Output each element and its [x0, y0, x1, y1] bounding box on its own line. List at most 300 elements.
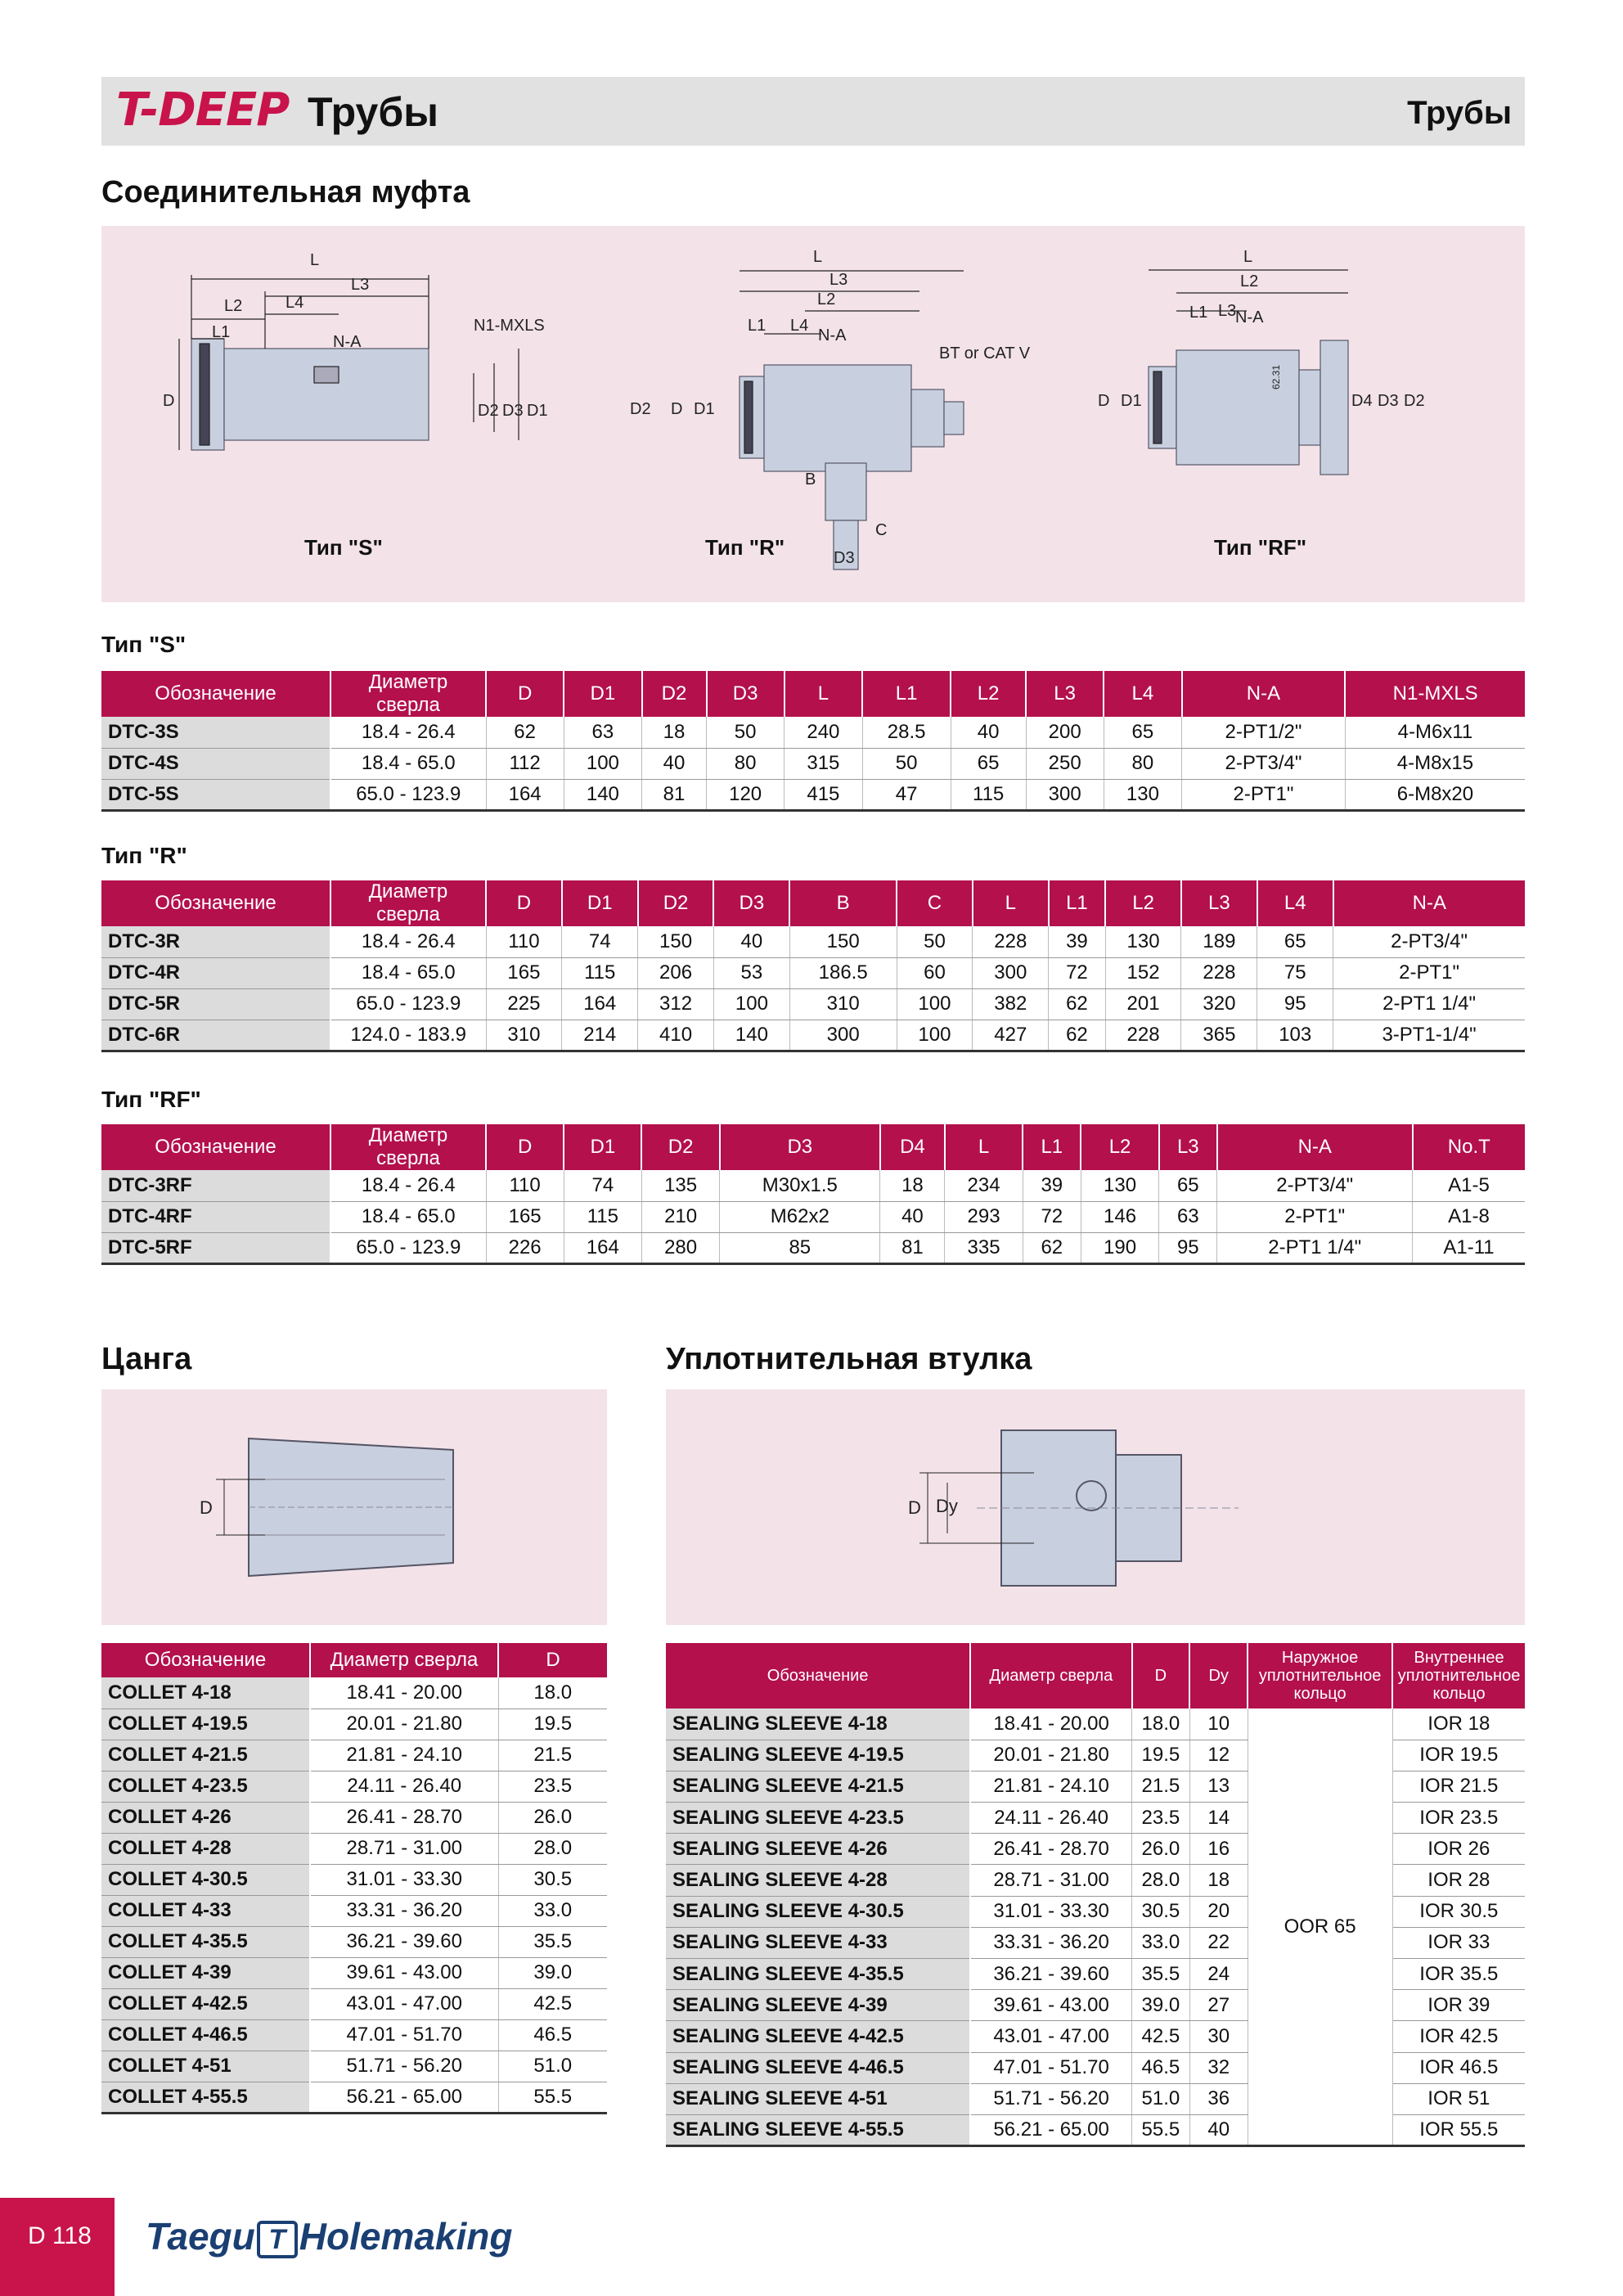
table-cell: 2-PT1"	[1217, 1201, 1413, 1232]
column-header: L3	[1181, 880, 1257, 926]
table-cell: 65	[1257, 926, 1333, 957]
column-header: L1	[1023, 1124, 1081, 1170]
table-cell: 2-PT1 1/4"	[1333, 988, 1525, 1020]
table-row	[101, 1232, 1525, 1263]
dim-d2: D2	[478, 402, 499, 420]
table-row	[666, 1927, 1525, 1958]
column-header: D	[486, 880, 562, 926]
table-cell: 18	[1189, 1865, 1248, 1896]
type-s-label: Тип "S"	[304, 535, 383, 560]
table-row	[666, 2052, 1525, 2083]
table-cell: DTC-5R	[101, 988, 330, 1020]
table-cell: 140	[713, 1020, 789, 1051]
column-header: D1	[564, 671, 641, 717]
column-header: L3	[1026, 671, 1104, 717]
type-r-drawing	[740, 271, 964, 569]
column-header: L	[785, 671, 862, 717]
table-cell: 152	[1105, 957, 1181, 988]
table-row	[666, 1990, 1525, 2021]
table-cell: 206	[638, 957, 714, 988]
column-header: L	[973, 880, 1049, 926]
table-row	[101, 1895, 607, 1926]
table-cell: 18.4 - 65.0	[330, 957, 486, 988]
type-rf-drawing	[1149, 270, 1348, 475]
column-header: D2	[638, 880, 714, 926]
svg-text:BT or CAT V: BT or CAT V	[939, 344, 1031, 362]
table-cell: 75	[1257, 957, 1333, 988]
table-cell: 56.21 - 65.00	[970, 2114, 1131, 2145]
table-cell: 18.4 - 26.4	[330, 717, 486, 748]
table-cell: 310	[486, 1020, 562, 1051]
table-cell: 85	[720, 1232, 880, 1263]
column-header: L1	[1049, 880, 1105, 926]
table-cell: IOR 21.5	[1392, 1771, 1525, 1802]
table-cell: 228	[1105, 1020, 1181, 1051]
table-row	[101, 2019, 607, 2051]
table-cell: 21.5	[1132, 1771, 1190, 1802]
table-cell: 18.4 - 65.0	[330, 1201, 486, 1232]
table-cell: 135	[641, 1170, 719, 1201]
table-cell: 214	[562, 1020, 638, 1051]
table-cell: 18.4 - 26.4	[330, 926, 486, 957]
table-cell: 62	[1023, 1232, 1081, 1263]
header-bar	[101, 77, 1525, 146]
sleeve-drawing	[666, 1389, 1525, 1625]
table-cell: 50	[897, 926, 973, 957]
table-cell: 47.01 - 51.70	[970, 2052, 1131, 2083]
table-cell: 60	[897, 957, 973, 988]
table-cell: SEALING SLEEVE 4-51	[666, 2083, 970, 2114]
table-row	[101, 2051, 607, 2082]
column-header: N-A	[1217, 1124, 1413, 1170]
table-row	[101, 748, 1525, 779]
table-cell: 63	[564, 717, 641, 748]
table-cell: 62	[1049, 988, 1105, 1020]
table-row	[101, 1957, 607, 1988]
svg-text:L3: L3	[1218, 302, 1237, 320]
table-cell: 51.0	[498, 2051, 607, 2082]
svg-text:D3: D3	[1378, 392, 1399, 410]
sleeve-title: Уплотнительная втулка	[666, 1342, 1032, 1376]
table-cell: 50	[707, 717, 785, 748]
table-cell: 186.5	[789, 957, 897, 988]
table-cell: 72	[1023, 1201, 1081, 1232]
table-cell: 2-PT3/4"	[1333, 926, 1525, 957]
dim-l: L	[310, 251, 320, 269]
column-header: L2	[1081, 1124, 1158, 1170]
table-cell: 63	[1159, 1201, 1217, 1232]
table-row	[666, 1959, 1525, 1990]
table-row	[666, 1834, 1525, 1865]
dim-d3: D3	[502, 402, 524, 420]
table-row	[666, 2083, 1525, 2114]
svg-text:L3: L3	[829, 271, 848, 289]
table-cell: 2-PT3/4"	[1182, 748, 1346, 779]
svg-text:D: D	[671, 400, 683, 418]
table-cell: SEALING SLEEVE 4-26	[666, 1834, 970, 1865]
table-cell: DTC-4R	[101, 957, 330, 988]
column-header: Диаметр сверла	[330, 1124, 486, 1170]
table-cell: 20.01 - 21.80	[970, 1740, 1131, 1771]
coupling-drawing-panel	[101, 226, 1525, 602]
table-cell: 300	[789, 1020, 897, 1051]
table-cell: 2-PT3/4"	[1217, 1170, 1413, 1201]
table-cell: 65	[1104, 717, 1181, 748]
column-header: Обозначение	[101, 1124, 330, 1170]
table-cell: 53	[713, 957, 789, 988]
table-cell: 43.01 - 47.00	[310, 1988, 498, 2019]
column-header: Наружное уплотнительное кольцо	[1248, 1643, 1392, 1708]
table-cell: DTC-4S	[101, 748, 330, 779]
table-cell: 18.4 - 65.0	[330, 748, 486, 779]
table-row	[666, 2021, 1525, 2052]
table-cell: DTC-3RF	[101, 1170, 330, 1201]
table-cell: 2-PT1"	[1182, 779, 1346, 810]
table-cell: 65.0 - 123.9	[330, 1232, 486, 1263]
table-header-row	[101, 671, 1525, 717]
column-header: B	[789, 880, 897, 926]
table-cell: 225	[486, 988, 562, 1020]
table-cell: 410	[638, 1020, 714, 1051]
column-header: No.T	[1413, 1124, 1525, 1170]
table-row	[666, 1771, 1525, 1802]
table-cell: 130	[1081, 1170, 1158, 1201]
table-cell: 18	[642, 717, 707, 748]
sleeve-table	[666, 1643, 1525, 2147]
table-cell: A1-5	[1413, 1170, 1525, 1201]
table-cell: 315	[785, 748, 862, 779]
table-cell: 23.5	[1132, 1803, 1190, 1834]
svg-text:N-A: N-A	[1235, 308, 1264, 326]
column-header: D	[498, 1643, 607, 1677]
table-cell: IOR 18	[1392, 1708, 1525, 1740]
table-cell: COLLET 4-18	[101, 1677, 310, 1708]
svg-text:L1: L1	[1189, 304, 1208, 322]
table-cell: 33.0	[498, 1895, 607, 1926]
table-cell: IOR 28	[1392, 1865, 1525, 1896]
table-cell: 24.11 - 26.40	[970, 1803, 1131, 1834]
table-cell: DTC-3S	[101, 717, 330, 748]
column-header: Обозначение	[666, 1643, 970, 1708]
table-row	[101, 957, 1525, 988]
svg-text:62.31: 62.31	[1270, 364, 1282, 389]
type-rf-title: Тип "RF"	[101, 1087, 201, 1112]
table-cell: 65	[951, 748, 1026, 779]
table-cell: 43.01 - 47.00	[970, 2021, 1131, 2052]
table-cell: 115	[951, 779, 1026, 810]
footer-brand-logo: Taegu T Holemaking	[146, 2215, 513, 2258]
table-cell: 39.0	[1132, 1990, 1190, 2021]
table-cell: 42.5	[1132, 2021, 1190, 2052]
table-cell: 14	[1189, 1803, 1248, 1834]
table-header-row	[101, 880, 1525, 926]
table-cell: 35.5	[498, 1926, 607, 1957]
table-cell: 150	[789, 926, 897, 957]
table-cell: 110	[486, 1170, 564, 1201]
svg-text:B: B	[805, 470, 816, 488]
table-row	[666, 1708, 1525, 1740]
table-cell: 80	[707, 748, 785, 779]
table-cell: 226	[486, 1232, 564, 1263]
table-cell: 36	[1189, 2083, 1248, 2114]
table-cell: 40	[951, 717, 1026, 748]
page-number-badge: D 118	[0, 2198, 115, 2296]
column-header: N1-MXLS	[1345, 671, 1525, 717]
table-cell: 22	[1189, 1927, 1248, 1958]
table-cell: 31.01 - 33.30	[310, 1864, 498, 1895]
table-row	[101, 1677, 607, 1708]
table-cell: 39.61 - 43.00	[970, 1990, 1131, 2021]
table-cell: 115	[562, 957, 638, 988]
table-cell: SEALING SLEEVE 4-19.5	[666, 1740, 970, 1771]
table-cell: 33.31 - 36.20	[970, 1927, 1131, 1958]
svg-text:D3: D3	[834, 549, 855, 567]
table-cell: 150	[638, 926, 714, 957]
table-cell: A1-11	[1413, 1232, 1525, 1263]
table-row	[101, 1201, 1525, 1232]
table-header-row	[101, 1643, 607, 1677]
table-cell: 28.0	[1132, 1865, 1190, 1896]
table-cell: COLLET 4-30.5	[101, 1864, 310, 1895]
table-cell: 47	[862, 779, 951, 810]
column-header: D1	[564, 1124, 641, 1170]
table-cell: 190	[1081, 1232, 1158, 1263]
table-cell: IOR 30.5	[1392, 1896, 1525, 1927]
table-row	[101, 1771, 607, 1802]
table-cell: 18	[880, 1170, 945, 1201]
table-cell: 10	[1189, 1708, 1248, 1740]
table-cell: 2-PT1 1/4"	[1217, 1232, 1413, 1263]
table-cell: DTC-3R	[101, 926, 330, 957]
table-cell: 100	[713, 988, 789, 1020]
table-cell: 51.71 - 56.20	[970, 2083, 1131, 2114]
type-s-table	[101, 671, 1525, 812]
table-cell: 320	[1181, 988, 1257, 1020]
table-cell: IOR 39	[1392, 1990, 1525, 2021]
table-cell: 13	[1189, 1771, 1248, 1802]
column-header: L2	[1105, 880, 1181, 926]
svg-text:N-A: N-A	[818, 326, 847, 344]
table-cell: 21.81 - 24.10	[310, 1740, 498, 1771]
column-header: L1	[862, 671, 951, 717]
table-cell: 21.81 - 24.10	[970, 1771, 1131, 1802]
svg-text:L2: L2	[1240, 272, 1259, 290]
brand-logo: T-DEEP	[116, 83, 290, 137]
column-header: D	[486, 671, 564, 717]
table-cell: 62	[1049, 1020, 1105, 1051]
column-header: C	[897, 880, 973, 926]
table-cell: COLLET 4-19.5	[101, 1708, 310, 1740]
table-row	[101, 1708, 607, 1740]
table-cell: 26.41 - 28.70	[310, 1802, 498, 1833]
column-header: L4	[1257, 880, 1333, 926]
sleeve-dim-d: D	[908, 1497, 921, 1518]
sleeve-drawing-panel	[666, 1389, 1525, 1625]
table-cell: COLLET 4-35.5	[101, 1926, 310, 1957]
table-cell: 3-PT1-1/4"	[1333, 1020, 1525, 1051]
table-cell: SEALING SLEEVE 4-30.5	[666, 1896, 970, 1927]
table-cell: 234	[945, 1170, 1023, 1201]
table-cell: SEALING SLEEVE 4-23.5	[666, 1803, 970, 1834]
table-cell: 4-M6x11	[1345, 717, 1525, 748]
table-cell: 115	[564, 1201, 641, 1232]
table-cell: DTC-4RF	[101, 1201, 330, 1232]
dim-na: N-A	[333, 333, 362, 351]
table-cell: 55.5	[1132, 2114, 1190, 2145]
table-cell: 28.71 - 31.00	[970, 1865, 1131, 1896]
collet-drawing-panel	[101, 1389, 607, 1625]
table-row	[101, 1833, 607, 1864]
svg-text:L4: L4	[790, 317, 809, 335]
table-cell: 100	[897, 988, 973, 1020]
table-cell: 2-PT1/2"	[1182, 717, 1346, 748]
table-cell: 39	[1023, 1170, 1081, 1201]
table-cell: 24	[1189, 1959, 1248, 1990]
table-cell: SEALING SLEEVE 4-21.5	[666, 1771, 970, 1802]
dim-l3: L3	[351, 276, 370, 294]
svg-text:D1: D1	[694, 400, 715, 418]
table-cell: 201	[1105, 988, 1181, 1020]
column-header: D2	[641, 1124, 719, 1170]
svg-text:C: C	[875, 521, 888, 539]
column-header: Внутреннее уплотнительное кольцо	[1392, 1643, 1525, 1708]
table-cell: IOR 19.5	[1392, 1740, 1525, 1771]
table-cell: DTC-5S	[101, 779, 330, 810]
table-cell: 26.0	[1132, 1834, 1190, 1865]
table-row	[101, 717, 1525, 748]
column-header: D3	[720, 1124, 880, 1170]
column-header: D	[1132, 1643, 1190, 1708]
table-row	[101, 1926, 607, 1957]
column-header: Dy	[1189, 1643, 1248, 1708]
table-cell: 130	[1105, 926, 1181, 957]
table-cell: 293	[945, 1201, 1023, 1232]
table-cell: 56.21 - 65.00	[310, 2082, 498, 2113]
table-cell: 55.5	[498, 2082, 607, 2113]
column-header: L3	[1159, 1124, 1217, 1170]
collet-drawing	[101, 1389, 607, 1625]
svg-text:D: D	[1098, 392, 1110, 410]
table-cell: 140	[564, 779, 641, 810]
outer-ring-cell: OOR 65	[1248, 1708, 1392, 2146]
table-cell: 2-PT1"	[1333, 957, 1525, 988]
table-cell: 39	[1049, 926, 1105, 957]
table-cell: 16	[1189, 1834, 1248, 1865]
collet-dim-d: D	[200, 1497, 213, 1518]
svg-text:D2: D2	[630, 400, 651, 418]
table-cell: 21.5	[498, 1740, 607, 1771]
table-cell: 228	[1181, 957, 1257, 988]
table-cell: 81	[642, 779, 707, 810]
table-cell: 28.71 - 31.00	[310, 1833, 498, 1864]
column-header: D	[486, 1124, 564, 1170]
type-s-title: Тип "S"	[101, 632, 187, 657]
table-cell: SEALING SLEEVE 4-28	[666, 1865, 970, 1896]
dim-l2: L2	[224, 297, 243, 315]
table-cell: 18.4 - 26.4	[330, 1170, 486, 1201]
table-cell: COLLET 4-21.5	[101, 1740, 310, 1771]
table-cell: 300	[1026, 779, 1104, 810]
table-cell: 20	[1189, 1896, 1248, 1927]
table-cell: 30.5	[1132, 1896, 1190, 1927]
column-header: Диаметр сверла	[330, 671, 486, 717]
column-header: D1	[562, 880, 638, 926]
table-cell: SEALING SLEEVE 4-55.5	[666, 2114, 970, 2145]
type-rf-label: Тип "RF"	[1214, 535, 1307, 560]
table-cell: 31.01 - 33.30	[970, 1896, 1131, 1927]
table-cell: 81	[880, 1232, 945, 1263]
table-cell: 23.5	[498, 1771, 607, 1802]
svg-text:L2: L2	[817, 290, 836, 308]
table-cell: 95	[1159, 1232, 1217, 1263]
table-cell: DTC-6R	[101, 1020, 330, 1051]
table-cell: SEALING SLEEVE 4-18	[666, 1708, 970, 1740]
column-header: Диаметр сверла	[970, 1643, 1131, 1708]
table-row	[101, 1802, 607, 1833]
table-cell: 26.0	[498, 1802, 607, 1833]
column-header: L2	[951, 671, 1026, 717]
column-header: D4	[880, 1124, 945, 1170]
table-cell: IOR 55.5	[1392, 2114, 1525, 2145]
table-cell: 72	[1049, 957, 1105, 988]
table-cell: 250	[1026, 748, 1104, 779]
table-cell: 62	[486, 717, 564, 748]
dim-l1: L1	[212, 323, 231, 341]
table-cell: 310	[789, 988, 897, 1020]
dim-n1: N1-MXLS	[474, 317, 545, 335]
table-cell: 240	[785, 717, 862, 748]
table-cell: 30.5	[498, 1864, 607, 1895]
table-cell: 112	[486, 748, 564, 779]
table-row	[666, 1803, 1525, 1834]
table-cell: A1-8	[1413, 1201, 1525, 1232]
column-header: D3	[713, 880, 789, 926]
table-cell: COLLET 4-28	[101, 1833, 310, 1864]
table-cell: 42.5	[498, 1988, 607, 2019]
dim-d1: D1	[527, 402, 548, 420]
table-row	[101, 1020, 1525, 1051]
table-cell: 12	[1189, 1740, 1248, 1771]
table-cell: 427	[973, 1020, 1049, 1051]
table-cell: M62x2	[720, 1201, 880, 1232]
table-cell: 164	[486, 779, 564, 810]
type-r-table	[101, 880, 1525, 1052]
type-rf-table	[101, 1124, 1525, 1265]
table-cell: 335	[945, 1232, 1023, 1263]
table-cell: M30x1.5	[720, 1170, 880, 1201]
table-cell: DTC-5RF	[101, 1232, 330, 1263]
coupling-title: Соединительная муфта	[101, 175, 470, 209]
collet-table	[101, 1643, 607, 2114]
table-cell: 415	[785, 779, 862, 810]
table-cell: 110	[486, 926, 562, 957]
table-row	[666, 1865, 1525, 1896]
svg-text:L1: L1	[748, 317, 767, 335]
table-cell: 20.01 - 21.80	[310, 1708, 498, 1740]
column-header: Обозначение	[101, 1643, 310, 1677]
page-title-right: Трубы	[1407, 95, 1512, 131]
table-cell: 130	[1104, 779, 1181, 810]
table-cell: 300	[973, 957, 1049, 988]
table-header-row	[666, 1643, 1525, 1708]
svg-text:L: L	[1243, 248, 1253, 266]
column-header: Диаметр сверла	[330, 880, 486, 926]
table-cell: 74	[562, 926, 638, 957]
table-cell: 46.5	[1132, 2052, 1190, 2083]
type-r-title: Тип "R"	[101, 843, 187, 868]
table-row	[101, 1988, 607, 2019]
table-cell: 39.0	[498, 1957, 607, 1988]
